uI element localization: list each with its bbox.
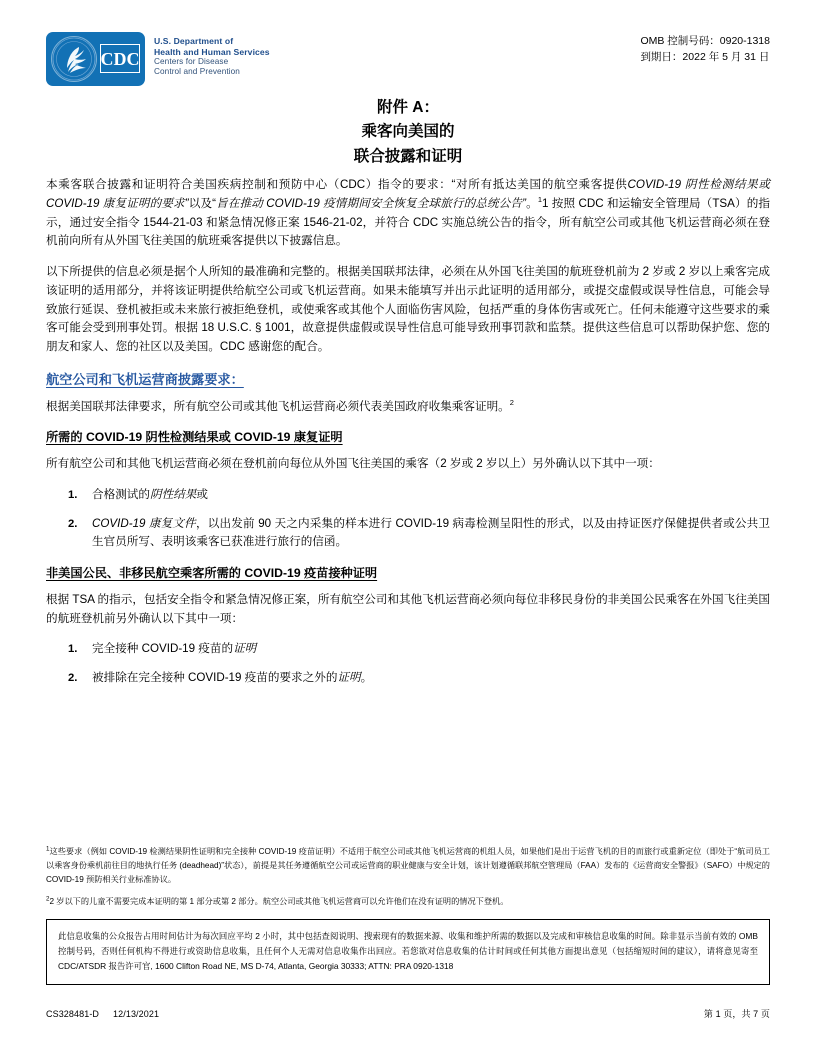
pra-burden-statement-text: 此信息收集的公众报告占用时间估计为每次回应平均 2 小时，其中包括查阅说明、搜索现有的数据来源、收集和维护所需的数据以及完成和审核信息收集的时间。除非显示当前有效的 OMB 控制号码，否则任何机构不得进行或资助信息收集，且任何个人无需对信息收集作出回应。若您欲对信息收集的估计时间或任何其他方面提出意见（包括缩短时间的建议），请将意见寄至 CDC/ATSDR 报告许可官, 1600 Clifton Road NE, MS D-74, Atlanta, Georgia 30333; ATTN: PRA 0920-1318: [58, 931, 758, 971]
document-body: [46, 176, 770, 698]
hhs-line-4: Control and Prevention: [154, 67, 240, 77]
cdc-logo-mark: [46, 32, 145, 86]
page-footer: [46, 1007, 770, 1020]
omb-expiration-date: 到期日：2022 年 5 月 31 日: [640, 50, 770, 63]
intro-seg-6: 1 按照 CDC 和运输安全管理局（TSA）的指示，通过安全指令 1544-21-03 和紧急情况修正案 1546-21-02，并符合 CDC 实施总统公告的指令，所有航空公司或其他飞机运营商必须在登机前向所有从外国飞往美国的航班乘客提供以下披露信息。: [46, 196, 770, 248]
footnote-ref-1: 1: [537, 194, 542, 204]
cdc-wordmark: [100, 44, 140, 73]
vaccine-item-2-seg-2-italic: 证明: [337, 671, 361, 685]
document-code: CS328481-D: [46, 1009, 100, 1019]
paragraph-test-intro: 所有航空公司和其他飞机运营商必须在登机前向每位从外国飞往美国的乘客（2 岁或 2 岁以上）另外确认以下其中一项：: [46, 456, 660, 470]
title-line-2: 乘客向美国的: [361, 123, 455, 141]
cdc-wordmark-text: CDC: [100, 48, 140, 69]
footer-left: [46, 1009, 159, 1019]
intro-seg-3: 以及“: [188, 196, 217, 210]
cdc-hhs-logo: [46, 32, 270, 86]
hhs-agency-text: [154, 32, 270, 77]
hhs-line-2: Health and Human Services: [154, 46, 270, 57]
footnotes-section: [46, 845, 770, 918]
intro-seg-1: 本乘客联合披露和证明符合美国疾病控制和预防中心（CDC）指令的要求：“对所有抵达美国的航空乘客提供: [46, 178, 628, 191]
vaccine-item-2-seg-1: 被排除在完全接种 COVID-19 疫苗的要求之外的: [92, 671, 338, 685]
omb-info: [640, 34, 770, 66]
intro-seg-2-italic: COVID-19 阴性检测结果或 COVID-19 康复证明的要求”: [46, 178, 770, 210]
paragraph-accuracy: 以下所提供的信息必须是据个人所知的最准确和完整的。根据美国联邦法律，必须在从外国飞往美国的航班登机前为 2 岁或 2 岁以上乘客完成该证明的适用部分，并将该证明提供给航空公司或飞机运营商。如果未能填写并出示此证明的适用部分，或提交虚假或误导性信息，可能会导致旅行延误、登机被拒或未来旅行被拒绝登机，或使乘客或其他个人面临伤害风险，包括严重的身体伤害或死亡。任何未能遵守这些要求的乘客可能会受到刑事处罚。根据 18 U.S.C. § 1001，故意提供虚假或误导性信息可能导致刑事罚款和监禁。提供这些信息可以帮助保护您、您的朋友和家人、您的社区以及美国。CDC 感谢您的配合。: [46, 265, 770, 354]
hhs-line-3: Centers for Disease: [154, 57, 229, 67]
footnote-2: [46, 895, 770, 909]
footnote-1-marker: 1: [46, 845, 50, 853]
footnote-2-text: 2 岁以下的儿童不需要完成本证明的第 1 部分或第 2 部分。航空公司或其他飞机运营商可以允许他们在没有证明的情况下登机。: [49, 897, 509, 907]
list-item: [92, 640, 770, 659]
page-header: [46, 30, 770, 92]
paragraph-airline-intro: [46, 398, 770, 417]
page-number: 第 1 页，共 7 页: [703, 1009, 770, 1019]
vaccine-item-1-seg-2-italic: 证明: [233, 642, 257, 656]
paragraph-intro: [46, 176, 770, 251]
hhs-seal-icon: [51, 36, 97, 82]
test-item-2-seg-2: ，以出发前 90 天之内采集的样本进行 COVID-19 病毒检测呈阳性的形式，以及由持证医疗保健提供者或公共卫生官员所写、表明该乘客已获准进行旅行的信函。: [92, 516, 770, 549]
test-item-1-seg-3: 或: [196, 487, 208, 501]
intro-seg-5: 。: [525, 196, 538, 210]
omb-control-number: OMB 控制号码：0920-1318: [640, 35, 770, 47]
test-item-2-seg-1-italic: COVID-19 康复文件: [92, 516, 196, 530]
pra-burden-statement-box: [46, 919, 770, 985]
list-item: [92, 669, 770, 688]
page-title: [46, 96, 770, 169]
paragraph-vaccine-intro: 根据 TSA 的指示，包括安全指令和紧急情况修正案，所有航空公司和其他飞机运营商必须向每位非移民身份的非美国公民乘客在外国飞往美国的航班登机前另外确认以下其中一项：: [46, 592, 770, 625]
list-item: [92, 515, 770, 553]
subheading-test-or-recovery: 所需的 COVID-19 阴性检测结果或 COVID-19 康复证明: [46, 430, 343, 445]
footnote-1-text: 这些要求（例如 COVID-19 检测结果阴性证明和完全接种 COVID-19 疫苗证明）不适用于航空公司或其他飞机运营商的机组人员，如果他们是出于运营飞机的目的而旅行或重新定位（即处于“航司员工以乘客身份乘机前往目的地执行任务 (deadhead)”状态），前提是其任务遵循航空公司或运营商的职业健康与安全计划，该计划遵循联邦航空管理局（FAA）发布的《运营商安全警报》（SAFO）中规定的 COVID-19 预防相关行业标准协议。: [46, 847, 770, 884]
test-item-1-seg-2-italic: 阴性结果: [149, 487, 197, 501]
title-line-3: 联合披露和证明: [353, 147, 463, 165]
document-date: 12/13/2021: [113, 1009, 160, 1019]
test-item-1-seg-1: 合格测试的: [92, 487, 150, 501]
vaccine-item-2-seg-3: 。: [360, 671, 373, 685]
list-item: [92, 486, 770, 505]
footnote-ref-2: 2: [509, 397, 514, 407]
footnote-2-marker: 2: [46, 895, 50, 903]
list-vaccine-requirements: [46, 640, 770, 688]
intro-seg-4-italic: 旨在推动 COVID-19 疫情期间安全恢复全球旅行的总统公告”: [216, 196, 526, 210]
airline-intro-text: 根据美国联邦法律要求，所有航空公司或其他飞机运营商必须代表美国政府收集乘客证明。: [46, 399, 510, 413]
footnote-1: [46, 845, 770, 886]
section-heading-airline-requirements: 航空公司和飞机运营商披露要求：: [46, 372, 244, 388]
subheading-vaccination-proof: 非美国公民、非移民航空乘客所需的 COVID-19 疫苗接种证明: [46, 566, 378, 581]
vaccine-item-1-seg-1: 完全接种 COVID-19 疫苗的: [92, 642, 234, 656]
title-line-1: 附件 A：: [376, 99, 439, 116]
hhs-line-1: U.S. Department of: [154, 36, 234, 46]
list-test-requirements: [46, 486, 770, 552]
